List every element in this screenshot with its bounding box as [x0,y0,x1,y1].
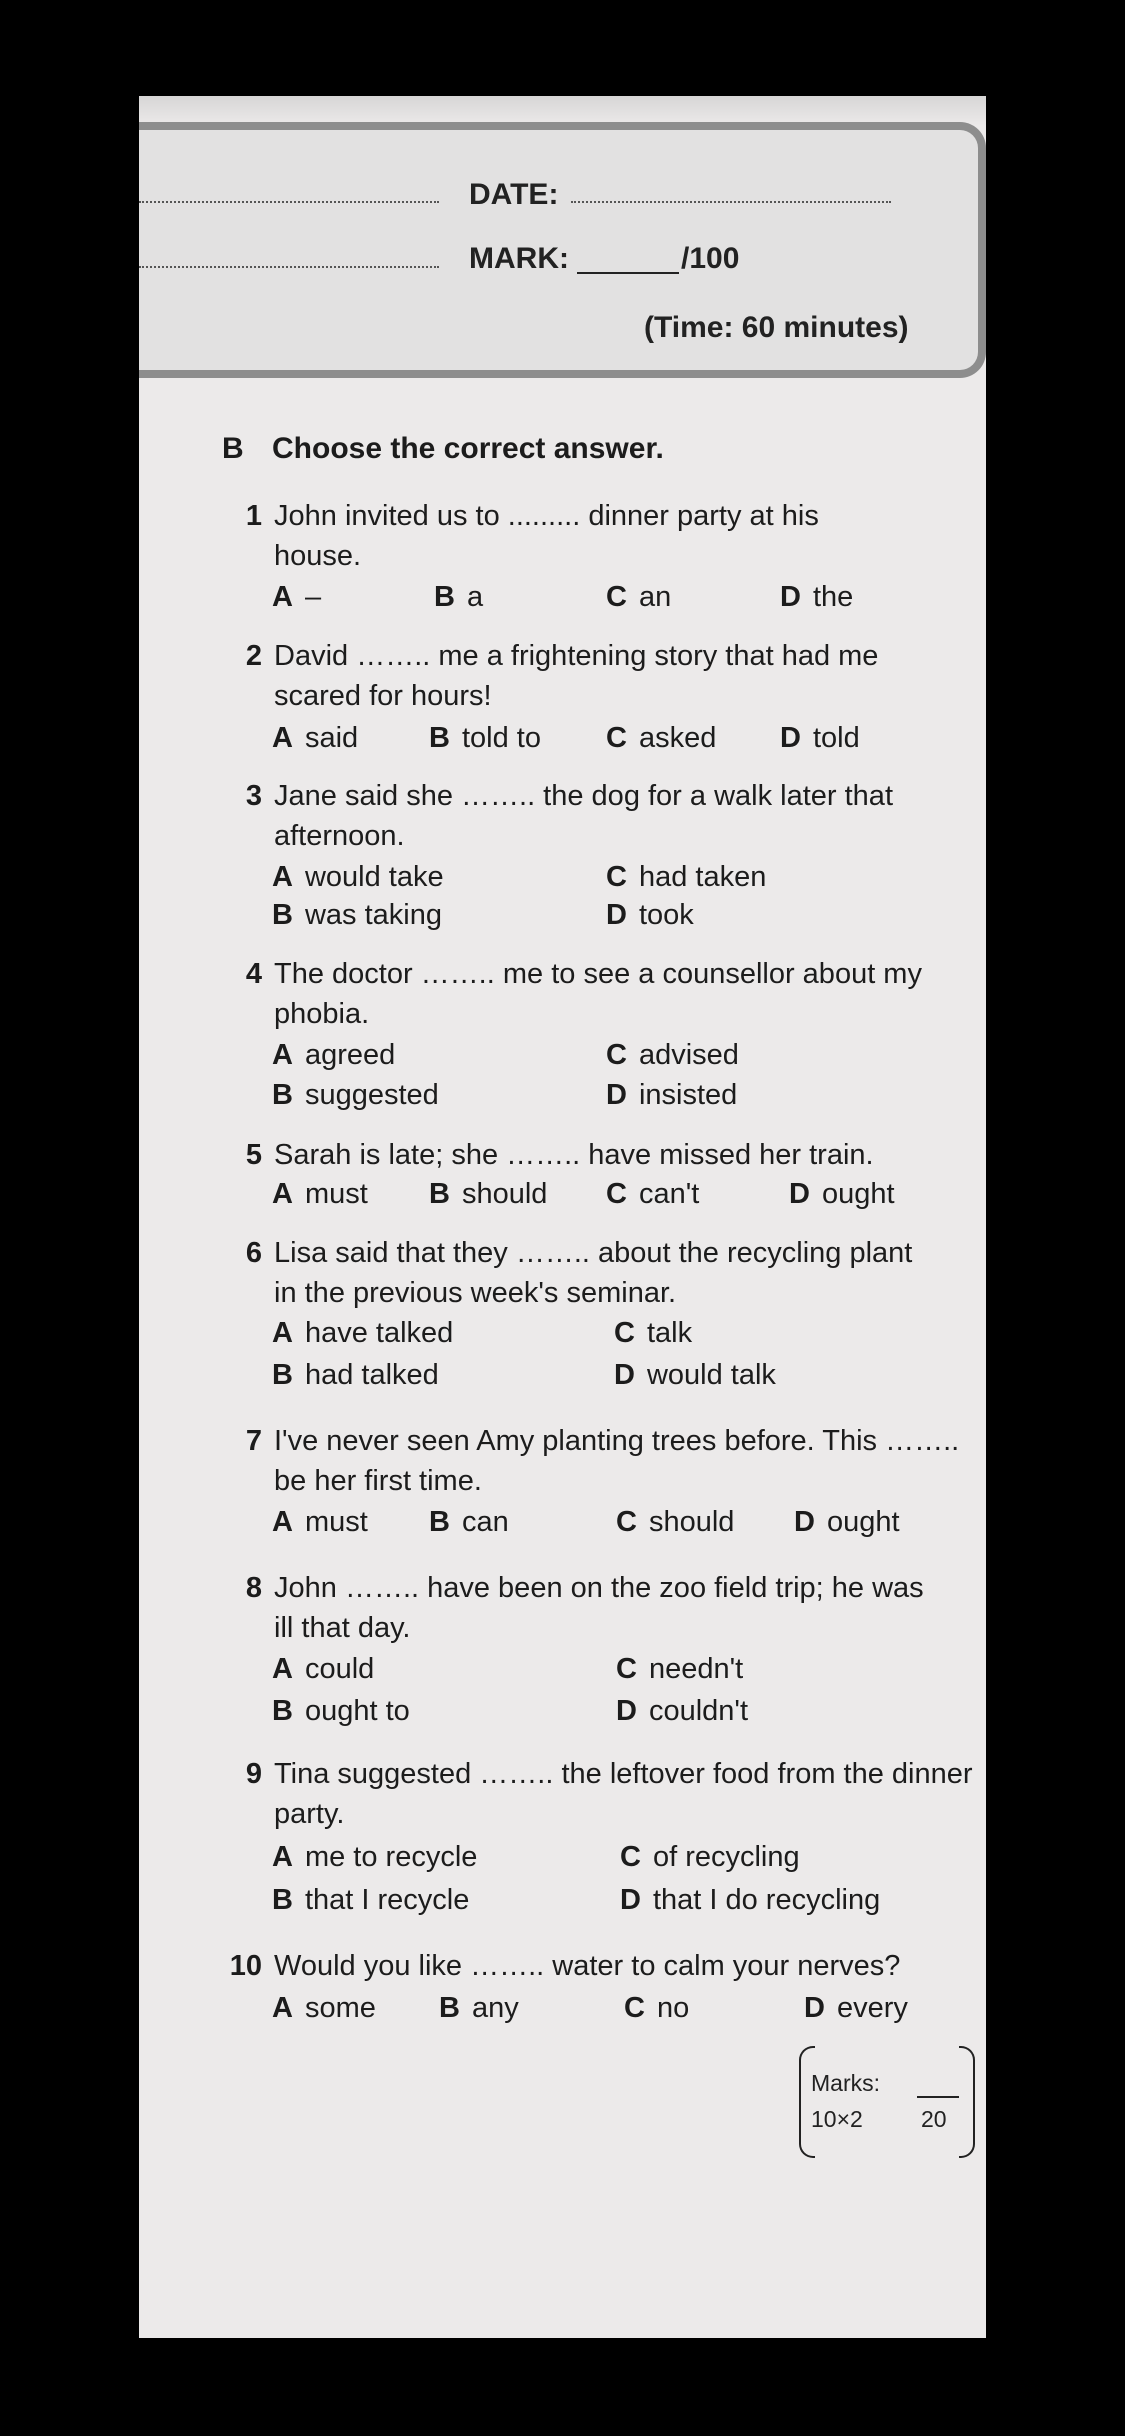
option-letter: B [272,1695,293,1727]
option-letter: B [439,1992,460,2024]
option-letter: D [620,1884,641,1916]
question-4 [222,954,962,1034]
question-stem: Lisa said that they …….. about the recycling plant in the previous week's seminar. [274,1237,913,1309]
option-text: any [471,1992,519,2024]
option-text: said [304,722,359,754]
option-1b[interactable] [434,581,483,614]
option-letter: C [606,1039,627,1071]
option-letter: A [272,722,293,754]
worksheet-page [139,96,986,2338]
option-8a[interactable] [272,1653,374,1686]
question-number: 6 [245,1237,262,1269]
option-5a[interactable] [272,1178,368,1211]
option-text: no [656,1992,690,2024]
option-3b[interactable] [272,899,442,932]
marks-label: Marks: [811,2070,880,2096]
section-heading [222,432,664,466]
option-letter: A [272,1841,293,1873]
option-text: was taking [304,899,442,931]
option-5d[interactable] [789,1178,895,1211]
option-4a[interactable] [272,1039,395,1072]
marks-box [799,2046,975,2156]
option-8b[interactable] [272,1695,410,1728]
question-number: 2 [245,640,262,672]
option-5c[interactable] [606,1178,699,1211]
question-stem: The doctor …….. me to see a counsellor about my phobia. [274,958,922,1030]
option-text: an [638,581,672,613]
option-letter: C [606,581,627,613]
option-letter: C [606,861,627,893]
question-3 [222,776,962,856]
option-6b[interactable] [272,1359,439,1392]
question-5 [222,1135,962,1175]
option-letter: B [429,722,450,754]
option-text: ought [821,1178,895,1210]
name-dotted-line [139,201,439,203]
option-letter: C [606,1178,627,1210]
option-1d[interactable] [780,581,853,614]
option-text: took [638,899,694,931]
option-4d[interactable] [606,1079,737,1112]
option-text: every [836,1992,908,2024]
option-10d[interactable] [804,1992,908,2025]
mark-total: /100 [681,242,740,275]
option-9a[interactable] [272,1841,477,1874]
option-letter: A [272,1317,293,1349]
question-number: 7 [245,1425,262,1457]
question-2 [222,636,962,716]
option-8d[interactable] [616,1695,748,1728]
option-letter: D [804,1992,825,2024]
option-text: can [461,1506,509,1538]
option-text: that I recycle [304,1884,470,1916]
option-3d[interactable] [606,899,694,932]
question-number: 8 [245,1572,262,1604]
option-7d[interactable] [794,1506,900,1539]
question-stem: Would you like …….. water to calm your nerves? [274,1950,901,1982]
option-5b[interactable] [429,1178,547,1211]
option-letter: C [624,1992,645,2024]
question-number: 1 [245,500,262,532]
option-9d[interactable] [620,1884,880,1917]
section-letter: B [222,432,244,465]
option-letter: D [606,899,627,931]
option-9c[interactable] [620,1841,800,1874]
option-letter: C [616,1653,637,1685]
question-stem: I've never seen Amy planting trees before. This …….. be her first time. [274,1425,960,1497]
option-3c[interactable] [606,861,766,894]
option-letter: C [614,1317,635,1349]
option-letter: A [272,581,293,613]
option-text: suggested [304,1079,439,1111]
option-10c[interactable] [624,1992,689,2025]
question-stem: John invited us to ......... dinner party at his house. [274,500,819,572]
option-8c[interactable] [616,1653,743,1686]
option-2b[interactable] [429,722,541,755]
option-letter: D [780,581,801,613]
option-letter: A [272,1506,293,1538]
option-letter: B [429,1178,450,1210]
option-2c[interactable] [606,722,716,755]
question-number: 5 [245,1139,262,1171]
marks-formula: 10×2 [811,2106,863,2132]
option-letter: A [272,1653,293,1685]
option-letter: C [620,1841,641,1873]
option-letter: B [429,1506,450,1538]
option-text: needn't [648,1653,744,1685]
option-letter: B [434,581,455,613]
option-7b[interactable] [429,1506,509,1539]
option-1c[interactable] [606,581,671,614]
question-stem: David …….. me a frightening story that had me scared for hours! [274,640,879,712]
option-text: that I do recycling [652,1884,881,1916]
question-1 [222,496,962,576]
question-number: 3 [245,780,262,812]
option-3a[interactable] [272,861,444,894]
option-text: talk [646,1317,693,1349]
date-label: DATE: [469,178,559,211]
option-1a[interactable] [272,581,321,614]
question-stem: Jane said she …….. the dog for a walk later that afternoon. [274,780,893,852]
class-dotted-line [139,266,439,268]
option-letter: A [272,1039,293,1071]
option-letter: D [614,1359,635,1391]
option-text: would take [304,861,444,893]
option-letter: B [272,1884,293,1916]
option-text: me to recycle [304,1841,478,1873]
option-text: asked [638,722,717,754]
question-7 [222,1421,962,1501]
option-text: have talked [304,1317,454,1349]
option-letter: A [272,861,293,893]
option-4c[interactable] [606,1039,739,1072]
option-letter: B [272,1359,293,1391]
option-2a[interactable] [272,722,358,755]
right-bracket [959,2046,975,2158]
option-text: could [304,1653,375,1685]
left-bracket [799,2046,815,2158]
option-text: the [812,581,854,613]
question-number: 4 [245,958,262,990]
option-letter: D [789,1178,810,1210]
option-text: a [466,581,484,613]
option-7c[interactable] [616,1506,734,1539]
option-text: agreed [304,1039,396,1071]
option-text: told to [461,722,541,754]
option-letter: A [272,1992,293,2024]
marks-total: 20 [921,2106,947,2132]
option-text: – [304,581,322,613]
date-dotted-line [571,201,891,203]
option-text: had talked [304,1359,439,1391]
option-6d[interactable] [614,1359,776,1392]
option-6a[interactable] [272,1317,453,1350]
option-text: must [304,1506,368,1538]
question-10 [222,1946,962,1986]
option-letter: D [606,1079,627,1111]
option-10b[interactable] [439,1992,519,2025]
option-letter: D [794,1506,815,1538]
option-letter: B [272,1079,293,1111]
option-text: can't [638,1178,700,1210]
option-text: should [648,1506,735,1538]
option-text: should [461,1178,548,1210]
option-text: ought to [304,1695,410,1727]
option-2d[interactable] [780,722,860,755]
question-number: 10 [229,1950,262,1982]
mark-label: MARK: [469,242,569,275]
question-stem: John …….. have been on the zoo field trip; he was ill that day. [274,1572,924,1644]
option-text: some [304,1992,376,2024]
option-text: told [812,722,860,754]
option-text: would talk [646,1359,776,1391]
option-7a[interactable] [272,1506,368,1539]
option-text: advised [638,1039,739,1071]
option-6c[interactable] [614,1317,692,1350]
option-text: insisted [638,1079,738,1111]
section-title: Choose the correct answer. [272,432,664,465]
option-text: couldn't [648,1695,749,1727]
option-letter: B [272,899,293,931]
option-letter: D [616,1695,637,1727]
option-letter: C [606,722,627,754]
option-letter: D [780,722,801,754]
question-stem: Tina suggested …….. the leftover food from the dinner party. [274,1758,973,1830]
option-text: of recycling [652,1841,800,1873]
option-9b[interactable] [272,1884,469,1917]
option-10a[interactable] [272,1992,376,2025]
question-8 [222,1568,962,1648]
marks-blank [917,2096,959,2098]
option-letter: C [616,1506,637,1538]
option-text: ought [826,1506,900,1538]
option-letter: A [272,1178,293,1210]
question-number: 9 [245,1758,262,1790]
time-label: (Time: 60 minutes) [644,311,909,344]
mark-blank [577,272,679,274]
option-4b[interactable] [272,1079,439,1112]
question-stem: Sarah is late; she …….. have missed her train. [274,1139,874,1171]
question-6 [222,1233,962,1313]
option-text: had taken [638,861,767,893]
question-9 [222,1754,973,1834]
option-text: must [304,1178,368,1210]
